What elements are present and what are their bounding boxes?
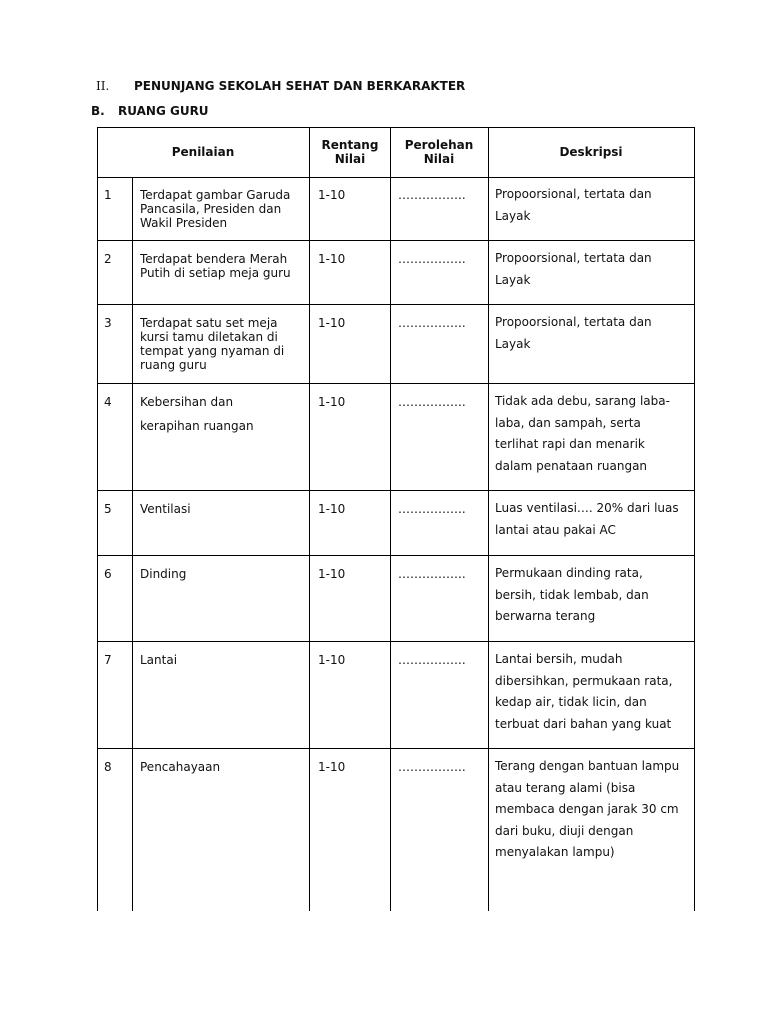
- row-penilaian: Pencahayaan: [140, 760, 221, 774]
- row-perolehan: ……………..: [398, 502, 466, 516]
- table-header-divider: [97, 177, 695, 178]
- row-deskripsi: Propoorsional, tertata dan Layak: [495, 315, 652, 351]
- row-deskripsi: Permukaan dinding rata, bersih, tidak lembab, dan berwarna terang: [495, 566, 649, 623]
- row-perolehan: ……………..: [398, 567, 466, 581]
- row-number: 3: [104, 316, 112, 330]
- row-rentang: 1-10: [318, 653, 346, 667]
- row-divider: [97, 641, 695, 642]
- row-penilaian: Terdapat satu set meja kursi tamu diletakan di tempat yang nyaman di ruang guru: [140, 316, 285, 372]
- row-rentang: 1-10: [318, 316, 346, 330]
- table-border-right: [694, 127, 695, 911]
- header-penilaian: Penilaian: [171, 145, 235, 159]
- row-rentang: 1-10: [318, 567, 346, 581]
- table-divider-perolehan: [390, 127, 391, 911]
- row-perolehan: ……………..: [398, 653, 466, 667]
- row-divider: [97, 240, 695, 241]
- row-number: 7: [104, 653, 112, 667]
- table-border-top: [97, 127, 695, 128]
- row-deskripsi: Lantai bersih, mudah dibersihkan, permukaan rata, kedap air, tidak licin, dan terbuat dari bahan yang kuat: [495, 652, 673, 731]
- row-rentang: 1-10: [318, 252, 346, 266]
- row-rentang: 1-10: [318, 502, 346, 516]
- table-border-left: [97, 127, 98, 911]
- row-rentang: 1-10: [318, 395, 346, 409]
- row-divider: [97, 383, 695, 384]
- table-divider-number: [132, 177, 133, 911]
- row-deskripsi: Tidak ada debu, sarang laba-laba, dan sampah, serta terlihat rapi dan menarik dalam penataan ruangan: [495, 394, 670, 473]
- row-penilaian: Terdapat gambar Garuda Pancasila, Presiden dan Wakil Presiden: [140, 188, 291, 230]
- row-number: 8: [104, 760, 112, 774]
- row-divider: [97, 304, 695, 305]
- row-penilaian: Terdapat bendera Merah Putih di setiap meja guru: [140, 252, 291, 280]
- row-penilaian-line2: kerapihan ruangan: [140, 419, 254, 433]
- subsection-title: RUANG GURU: [118, 104, 209, 118]
- header-deskripsi: Deskripsi: [559, 145, 623, 159]
- row-penilaian: Ventilasi: [140, 502, 191, 516]
- subsection-letter: B.: [91, 104, 105, 118]
- section-number: II.: [96, 79, 110, 93]
- table-divider-rentang: [309, 127, 310, 911]
- row-perolehan: ……………..: [398, 395, 466, 409]
- table-divider-deskripsi: [488, 127, 489, 911]
- row-penilaian: Lantai: [140, 653, 178, 667]
- section-title: PENUNJANG SEKOLAH SEHAT DAN BERKARAKTER: [134, 79, 466, 93]
- row-divider: [97, 748, 695, 749]
- assessment-table: [97, 127, 695, 911]
- row-perolehan: ……………..: [398, 188, 466, 202]
- row-deskripsi: Luas ventilasi…. 20% dari luas lantai atau pakai AC: [495, 501, 679, 537]
- row-penilaian: Kebersihan dan: [140, 395, 234, 409]
- row-deskripsi: Propoorsional, tertata dan Layak: [495, 251, 652, 287]
- row-perolehan: ……………..: [398, 760, 466, 774]
- row-rentang: 1-10: [318, 760, 346, 774]
- row-number: 5: [104, 502, 112, 516]
- row-deskripsi: Terang dengan bantuan lampu atau terang alami (bisa membaca dengan jarak 30 cm dari buku, diuji dengan menyalakan lampu): [495, 759, 680, 859]
- row-deskripsi: Propoorsional, tertata dan Layak: [495, 187, 652, 223]
- row-number: 4: [104, 395, 112, 409]
- row-divider: [97, 490, 695, 491]
- row-number: 2: [104, 252, 112, 266]
- row-number: 1: [104, 188, 112, 202]
- row-number: 6: [104, 567, 112, 581]
- row-rentang: 1-10: [318, 188, 346, 202]
- header-perolehan-nilai: Perolehan Nilai: [404, 138, 474, 166]
- row-divider: [97, 555, 695, 556]
- row-penilaian: Dinding: [140, 567, 187, 581]
- header-rentang-nilai: Rentang Nilai: [321, 138, 379, 166]
- row-perolehan: ……………..: [398, 252, 466, 266]
- row-perolehan: ……………..: [398, 316, 466, 330]
